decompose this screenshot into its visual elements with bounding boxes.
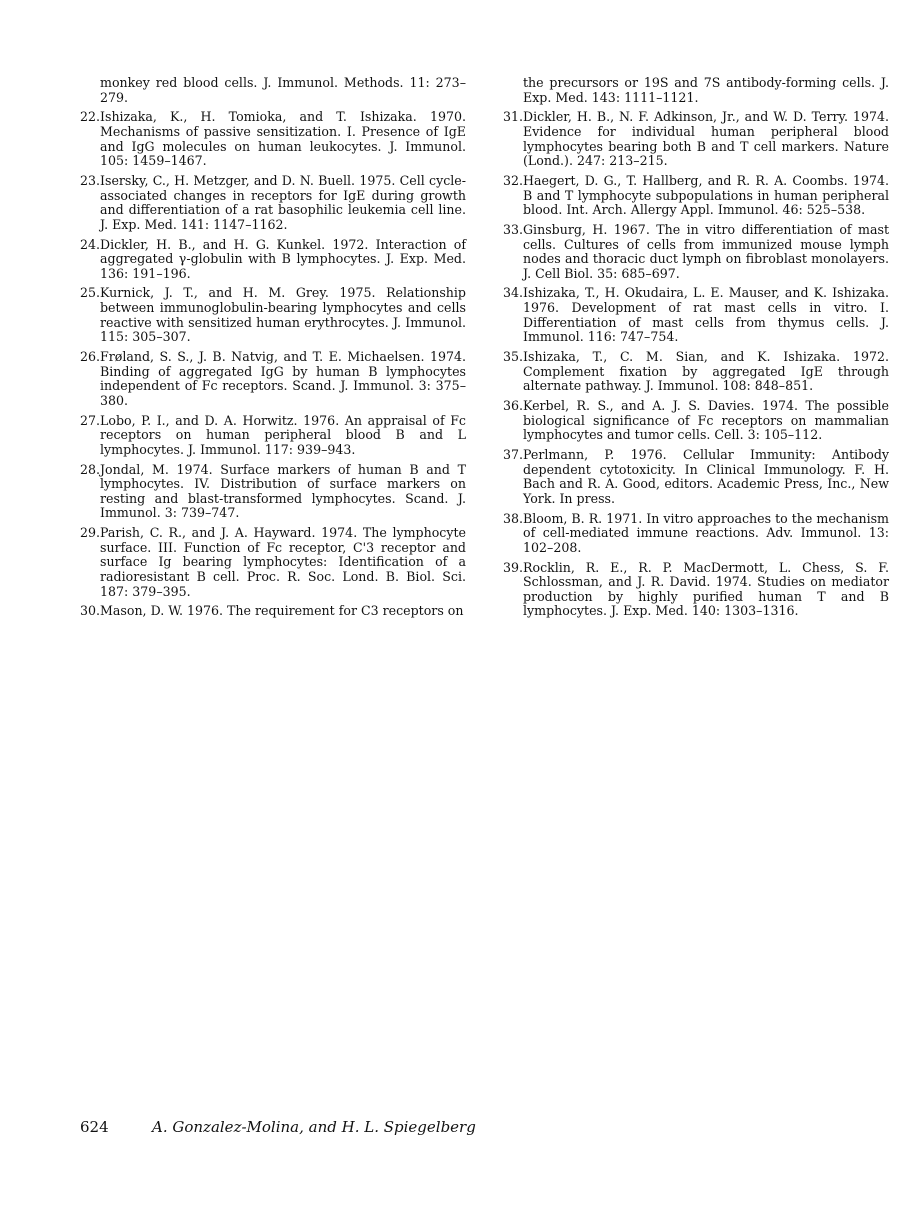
reference-number: 29.: [80, 525, 101, 541]
reference-number: 36.: [503, 398, 524, 413]
reference-number: 22.: [80, 109, 101, 125]
reference-item: [80, 350, 466, 408]
reference-number: 38.: [503, 510, 524, 526]
right-column: [503, 76, 889, 624]
reference-item: [503, 350, 889, 394]
reference-text: Mason, D. W. 1976. The requirement for C3 receptors on: [100, 603, 464, 619]
reference-item: [80, 414, 466, 458]
reference-item: [503, 512, 889, 556]
reference-text: Haegert, D. G., T. Hallberg, and R. R. A. Coombs. 1974. B and T lymphocyte subpopulations in human peripheral blood. Int. Arch. Allergy Appl. Immunol. 46: 525–538.: [523, 172, 889, 218]
reference-number: 37.: [503, 446, 524, 462]
reference-continuation: the precursors or 19S and 7S antibody-forming cells. J. Exp. Med. 143: 1111–1121.: [523, 75, 889, 105]
left-column: [80, 76, 466, 624]
reference-text: Kurnick, J. T., and H. M. Grey. 1975. Relationship between immunoglobulin-bearing lymphocytes and cells reactive with sensitized human erythrocytes. J. Immunol. 115: 305–307.: [100, 285, 466, 345]
reference-text: Rocklin, R. E., R. P. MacDermott, L. Chess, S. F. Schlossman, and J. R. David. 1974. Studies on mediator production by highly purified human T and B lymphocytes. J. Exp. Med. 140: 1303–1316.: [523, 559, 889, 619]
page-number: 624: [80, 1118, 109, 1136]
reference-number: 34.: [503, 285, 524, 301]
reference-item: [80, 604, 466, 619]
reference-text: Dickler, H. B., N. F. Adkinson, Jr., and W. D. Terry. 1974. Evidence for individual human peripheral blood lymphocytes bearing both B and T cell markers. Nature (Lond.). 247: 213–215.: [523, 109, 889, 169]
running-authors: A. Gonzalez-Molina, and H. L. Spiegelberg: [152, 1118, 476, 1136]
reference-text: Ishizaka, T., C. M. Sian, and K. Ishizaka. 1972. Complement fixation by aggregated IgE through alternate pathway. J. Immunol. 108: 848–851.: [523, 349, 889, 394]
reference-item: [503, 561, 889, 619]
reference-number: 32.: [503, 172, 524, 188]
reference-text: Frøland, S. S., J. B. Natvig, and T. E. Michaelsen. 1974. Binding of aggregated IgG by human B lymphocytes independent of Fc receptors. Scand. J. Immunol. 3: 375–380.: [100, 349, 466, 408]
reference-item: [503, 223, 889, 281]
reference-text: Kerbel, R. S., and A. J. S. Davies. 1974. The possible biological significance of Fc receptors on mammalian lymphocytes and tumor cells. Cell. 3: 105–112.: [523, 398, 889, 443]
reference-number: 39.: [503, 559, 524, 575]
reference-item: [80, 110, 466, 168]
reference-text: Ishizaka, K., H. Tomioka, and T. Ishizaka. 1970. Mechanisms of passive sensitization. I. Presence of IgE and IgG molecules on human leukocytes. J. Immunol. 105: 1459–1467.: [100, 109, 466, 169]
reference-item: [80, 174, 466, 232]
reference-text: Lobo, P. I., and D. A. Horwitz. 1976. An appraisal of Fc receptors on human peripheral blood B and L lymphocytes. J. Immunol. 117: 939–943.: [100, 412, 466, 457]
reference-item: [503, 399, 889, 443]
reference-number: 28.: [80, 461, 101, 477]
reference-number: 27.: [80, 412, 101, 428]
reference-item: [503, 286, 889, 344]
reference-item: [503, 110, 889, 168]
reference-item: [80, 463, 466, 521]
reference-number: 25.: [80, 285, 101, 301]
reference-number: 26.: [80, 349, 101, 365]
reference-item: [503, 448, 889, 506]
page-footer: [80, 1118, 476, 1136]
reference-item: [80, 238, 466, 282]
reference-number: 24.: [80, 236, 101, 252]
reference-text: Isersky, C., H. Metzger, and D. N. Buell. 1975. Cell cycle-associated changes in receptors for IgE during growth and differentiation of a rat basophilic leukemia cell line. J. Exp. Med. 141: 1147–1162.: [100, 172, 466, 232]
reference-text: Ginsburg, H. 1967. The in vitro differentiation of mast cells. Cultures of cells from immunized mouse lymph nodes and thoracic duct lymph on fibroblast monolayers. J. Cell Biol. 35: 685–697.: [523, 221, 889, 281]
reference-text: Dickler, H. B., and H. G. Kunkel. 1972. Interaction of aggregated γ-globulin with B lymphocytes. J. Exp. Med. 136: 191–196.: [100, 236, 466, 281]
reference-number: 35.: [503, 349, 524, 365]
reference-text: Perlmann, P. 1976. Cellular Immunity: Antibody dependent cytotoxicity. In Clinical Immunology. F. H. Bach and R. A. Good, editors. Academic Press, Inc., New York. In press.: [523, 446, 889, 506]
reference-text: Bloom, B. R. 1971. In vitro approaches to the mechanism of cell-mediated immune reactions. Adv. Immunol. 13: 102–208.: [523, 510, 889, 555]
reference-continuation: monkey red blood cells. J. Immunol. Methods. 11: 273–279.: [100, 75, 466, 105]
reference-text: Parish, C. R., and J. A. Hayward. 1974. The lymphocyte surface. III. Function of Fc receptor, C'3 receptor and surface Ig bearing lymphocytes: Identification of a radioresistant B cell. Proc. R. Soc. Lond. B. Biol. Sci. 187: 379–395.: [100, 525, 466, 599]
reference-number: 31.: [503, 109, 524, 125]
reference-item: [503, 174, 889, 218]
reference-number: 33.: [503, 221, 524, 237]
reference-item: [80, 526, 466, 599]
reference-number: 23.: [80, 172, 101, 188]
reference-item: [80, 286, 466, 344]
reference-text: Ishizaka, T., H. Okudaira, L. E. Mauser, and K. Ishizaka. 1976. Development of rat mast cells in vitro. I. Differentiation of mast cells from thymus cells. J. Immunol. 116: 747–754.: [523, 285, 889, 345]
reference-number: 30.: [80, 603, 101, 619]
reference-text: Jondal, M. 1974. Surface markers of human B and T lymphocytes. IV. Distribution of surface markers on resting and blast-transformed lymphocytes. Scand. J. Immunol. 3: 739–747.: [100, 461, 466, 521]
